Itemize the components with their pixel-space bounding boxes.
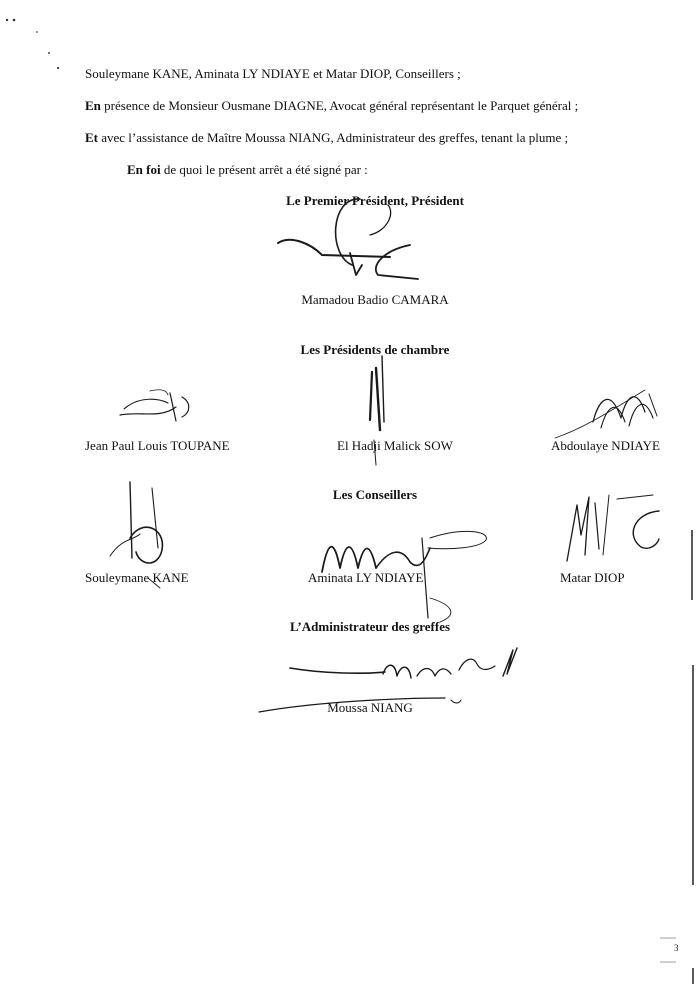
signature-intro-lead: En foi (127, 162, 161, 177)
chamber-president-1-name: Jean Paul Louis TOUPANE (85, 438, 230, 453)
councillor-1-name: Souleymane KANE (85, 570, 189, 585)
councillors-heading: Les Conseillers (332, 487, 418, 502)
councillor-3-name: Matar DIOP (560, 570, 625, 585)
registrar-line (85, 130, 568, 146)
page-number: 3 (674, 943, 679, 953)
chamber-presidents-heading: Les Présidents de chambre (300, 342, 450, 357)
registrar-line-text: avec l’assistance de Maître Moussa NIANG, Administrateur des greffes, tenant la plume ; (98, 130, 569, 145)
registrar-line-lead: Et (85, 130, 98, 145)
councillors-line: Souleymane KANE, Aminata LY NDIAYE et Matar DIOP, Conseillers ; (85, 66, 461, 81)
president-heading: Le Premier Président, Président (286, 193, 464, 208)
signature-intro-text: de quoi le présent arrêt a été signé par : (160, 162, 368, 177)
president-signature (270, 195, 430, 285)
registrar-name: Moussa NIANG (327, 700, 413, 715)
prosecutor-line (85, 98, 578, 114)
diop-signature (555, 485, 665, 570)
registrar-heading: L’Administrateur des greffes (289, 619, 451, 634)
chamber-president-3-name: Abdoulaye NDIAYE (551, 438, 660, 453)
signature-intro-line (127, 162, 368, 178)
prosecutor-line-text: présence de Monsieur Ousmane DIAGNE, Avocat général représentant le Parquet général ; (100, 98, 579, 113)
councillor-2-name: Aminata LY NDIAYE (308, 570, 424, 585)
prosecutor-line-lead: En (85, 98, 101, 113)
chamber-president-2-name: El Hadji Malick SOW (337, 438, 453, 453)
toupane-signature (110, 385, 200, 435)
president-name: Mamadou Badio CAMARA (301, 292, 449, 307)
